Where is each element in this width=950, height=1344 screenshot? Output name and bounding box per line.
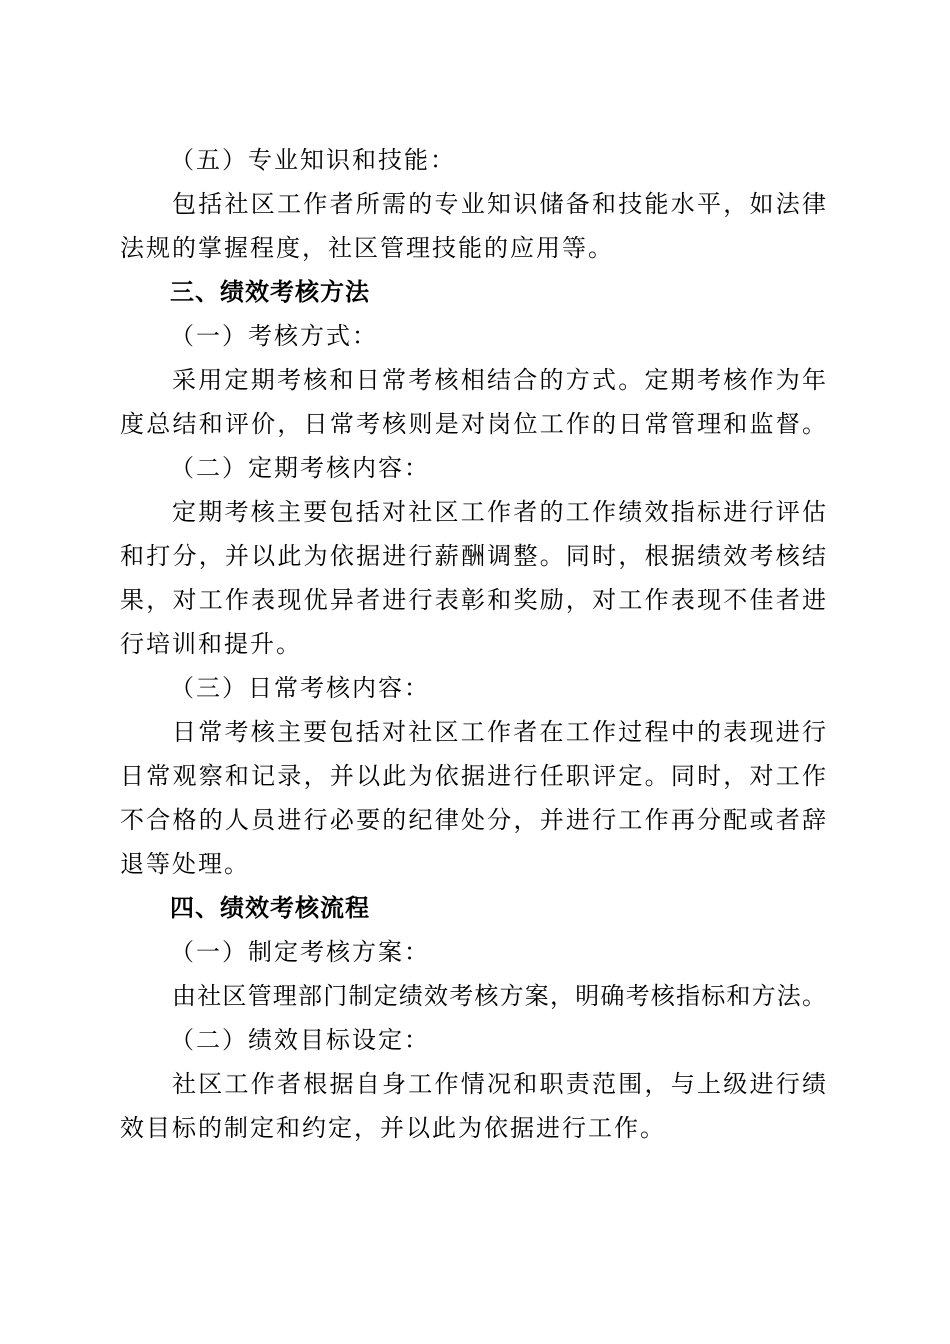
section-heading-assessment-methods: 三、绩效考核方法: [170, 278, 370, 306]
subheading-daily-assessment: （三）日常考核内容：: [170, 674, 430, 702]
paragraph-line: 由社区管理部门制定绩效考核方案，明确考核指标和方法。: [172, 982, 826, 1010]
subheading-periodic-assessment: （二）定期考核内容：: [170, 454, 430, 482]
document-body: [120, 138, 826, 1150]
paragraph-line: 效目标的制定和约定，并以此为依据进行工作。: [120, 1114, 666, 1142]
paragraph-line: 定期考核主要包括对社区工作者的工作绩效指标进行评估: [172, 498, 826, 526]
paragraph-line: 法规的掌握程度，社区管理技能的应用等。: [120, 234, 614, 262]
subheading-goal-setting: （二）绩效目标设定：: [170, 1026, 430, 1054]
paragraph-line: 度总结和评价，日常考核则是对岗位工作的日常管理和监督。: [120, 410, 826, 438]
section-heading-assessment-process: 四、绩效考核流程: [170, 894, 370, 922]
paragraph-line: 果，对工作表现优异者进行表彰和奖励，对工作表现不佳者进: [120, 586, 826, 614]
paragraph-line: 包括社区工作者所需的专业知识储备和技能水平，如法律: [172, 190, 826, 218]
paragraph-line: 退等处理。: [120, 850, 250, 878]
subheading-formulate-plan: （一）制定考核方案：: [170, 938, 430, 966]
subheading-professional-skills: （五）专业知识和技能：: [170, 146, 456, 174]
paragraph-line: 采用定期考核和日常考核相结合的方式。定期考核作为年: [172, 366, 826, 394]
subheading-assessment-mode: （一）考核方式：: [170, 322, 378, 350]
paragraph-line: 社区工作者根据自身工作情况和职责范围，与上级进行绩: [172, 1070, 826, 1098]
paragraph-line: 日常考核主要包括对社区工作者在工作过程中的表现进行: [172, 718, 826, 746]
paragraph-line: 不合格的人员进行必要的纪律处分，并进行工作再分配或者辞: [120, 806, 826, 834]
paragraph-line: 行培训和提升。: [120, 630, 302, 658]
paragraph-line: 和打分，并以此为依据进行薪酬调整。同时，根据绩效考核结: [120, 542, 826, 570]
paragraph-line: 日常观察和记录，并以此为依据进行任职评定。同时，对工作: [120, 762, 826, 790]
